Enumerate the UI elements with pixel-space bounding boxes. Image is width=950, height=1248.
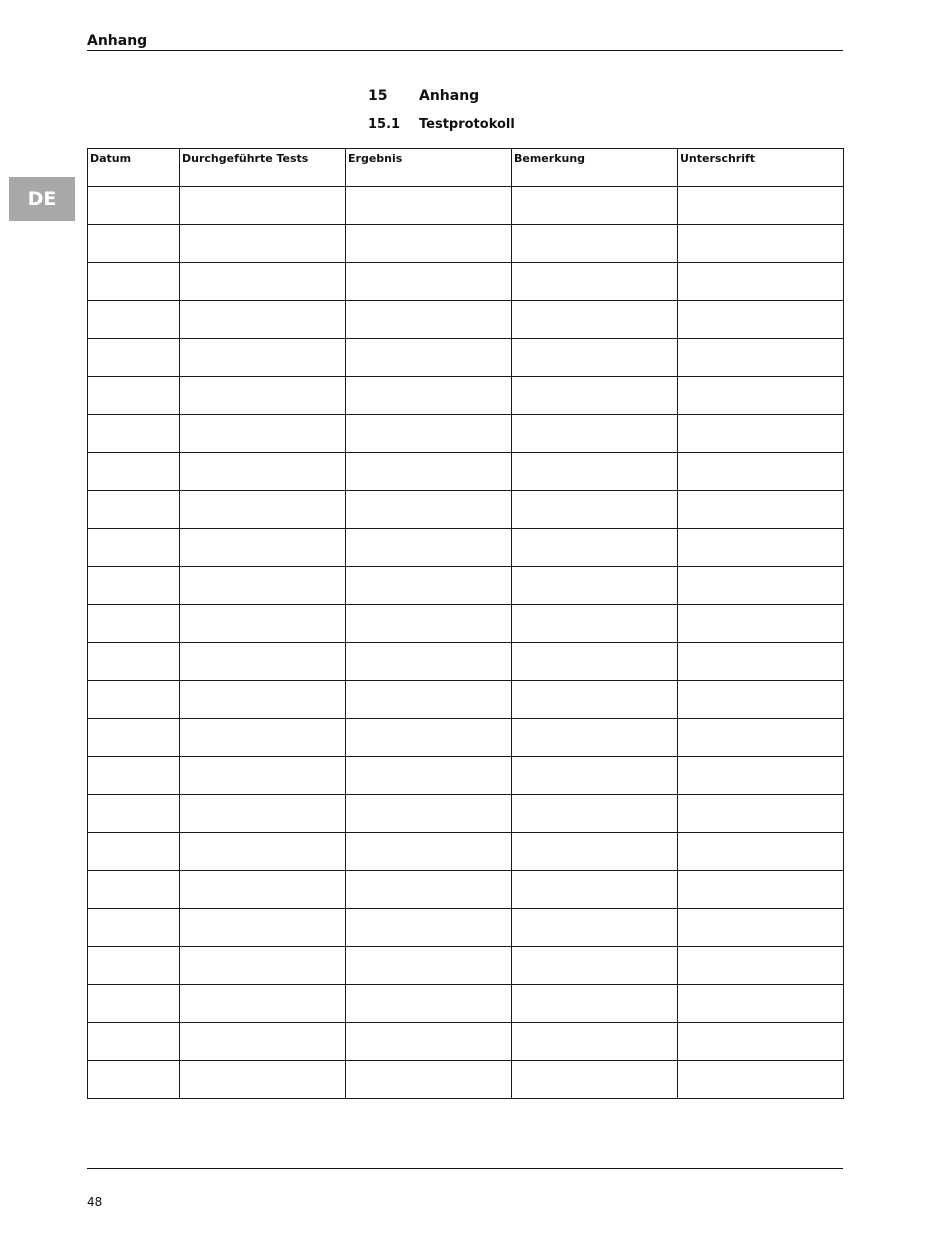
remark-cell[interactable] (512, 719, 678, 757)
remark-cell[interactable] (512, 339, 678, 377)
signature-cell[interactable] (678, 453, 844, 491)
table-row (88, 871, 844, 909)
date-cell[interactable] (88, 187, 180, 225)
signature-cell[interactable] (678, 377, 844, 415)
signature-cell[interactable] (678, 833, 844, 871)
signature-cell[interactable] (678, 719, 844, 757)
table-row (88, 567, 844, 605)
signature-cell[interactable] (678, 491, 844, 529)
remark-cell[interactable] (512, 567, 678, 605)
tests-cell[interactable] (180, 1023, 346, 1061)
table-row (88, 985, 844, 1023)
table-row (88, 491, 844, 529)
table-row (88, 795, 844, 833)
result-cell[interactable] (346, 719, 512, 757)
date-cell[interactable] (88, 719, 180, 757)
tests-cell[interactable] (180, 301, 346, 339)
remark-cell[interactable] (512, 757, 678, 795)
date-cell[interactable] (88, 263, 180, 301)
tests-cell[interactable] (180, 681, 346, 719)
remark-cell[interactable] (512, 681, 678, 719)
tests-cell[interactable] (180, 719, 346, 757)
table-row (88, 453, 844, 491)
date-cell[interactable] (88, 453, 180, 491)
date-cell[interactable] (88, 643, 180, 681)
signature-cell[interactable] (678, 529, 844, 567)
result-cell[interactable] (346, 985, 512, 1023)
table-row (88, 339, 844, 377)
table-row (88, 833, 844, 871)
tests-cell[interactable] (180, 415, 346, 453)
result-cell[interactable] (346, 757, 512, 795)
header-rule (87, 50, 843, 51)
signature-cell[interactable] (678, 643, 844, 681)
signature-cell[interactable] (678, 795, 844, 833)
signature-cell[interactable] (678, 605, 844, 643)
tests-cell[interactable] (180, 871, 346, 909)
remark-cell[interactable] (512, 491, 678, 529)
tests-cell[interactable] (180, 947, 346, 985)
date-cell[interactable] (88, 339, 180, 377)
result-cell[interactable] (346, 377, 512, 415)
table-row (88, 415, 844, 453)
date-cell[interactable] (88, 985, 180, 1023)
result-cell[interactable] (346, 491, 512, 529)
date-cell[interactable] (88, 909, 180, 947)
date-cell[interactable] (88, 1061, 180, 1099)
date-cell[interactable] (88, 757, 180, 795)
signature-cell[interactable] (678, 681, 844, 719)
date-cell[interactable] (88, 301, 180, 339)
column-header-result: Ergebnis (346, 149, 512, 187)
table-row (88, 719, 844, 757)
signature-cell[interactable] (678, 301, 844, 339)
date-cell[interactable] (88, 605, 180, 643)
signature-cell[interactable] (678, 947, 844, 985)
table-row (88, 757, 844, 795)
result-cell[interactable] (346, 643, 512, 681)
chapter-title: Anhang (419, 88, 480, 104)
signature-cell[interactable] (678, 909, 844, 947)
date-cell[interactable] (88, 871, 180, 909)
signature-cell[interactable] (678, 1023, 844, 1061)
tests-cell[interactable] (180, 187, 346, 225)
tests-cell[interactable] (180, 833, 346, 871)
result-cell[interactable] (346, 1023, 512, 1061)
tests-cell[interactable] (180, 263, 346, 301)
tests-cell[interactable] (180, 1061, 346, 1099)
test-protocol-table (87, 148, 844, 1099)
column-header-remark: Bemerkung (512, 149, 678, 187)
remark-cell[interactable] (512, 1023, 678, 1061)
signature-cell[interactable] (678, 871, 844, 909)
date-cell[interactable] (88, 491, 180, 529)
result-cell[interactable] (346, 1061, 512, 1099)
chapter-number: 15 (368, 88, 388, 104)
table-row (88, 225, 844, 263)
column-header-signature: Unterschrift (678, 149, 844, 187)
table-row (88, 681, 844, 719)
date-cell[interactable] (88, 795, 180, 833)
table-row (88, 1061, 844, 1099)
remark-cell[interactable] (512, 985, 678, 1023)
tests-cell[interactable] (180, 377, 346, 415)
signature-cell[interactable] (678, 187, 844, 225)
signature-cell[interactable] (678, 225, 844, 263)
table-row (88, 909, 844, 947)
tests-cell[interactable] (180, 225, 346, 263)
remark-cell[interactable] (512, 263, 678, 301)
table-row (88, 643, 844, 681)
section-title: Testprotokoll (419, 117, 515, 132)
section-number: 15.1 (368, 117, 401, 132)
table-row (88, 263, 844, 301)
tests-cell[interactable] (180, 985, 346, 1023)
result-cell[interactable] (346, 301, 512, 339)
tests-cell[interactable] (180, 567, 346, 605)
remark-cell[interactable] (512, 301, 678, 339)
result-cell[interactable] (346, 453, 512, 491)
result-cell[interactable] (346, 909, 512, 947)
tests-cell[interactable] (180, 909, 346, 947)
result-cell[interactable] (346, 947, 512, 985)
result-cell[interactable] (346, 263, 512, 301)
date-cell[interactable] (88, 681, 180, 719)
remark-cell[interactable] (512, 453, 678, 491)
remark-cell[interactable] (512, 643, 678, 681)
tests-cell[interactable] (180, 339, 346, 377)
result-cell[interactable] (346, 567, 512, 605)
result-cell[interactable] (346, 681, 512, 719)
remark-cell[interactable] (512, 187, 678, 225)
remark-cell[interactable] (512, 871, 678, 909)
running-header: Anhang (87, 33, 148, 49)
result-cell[interactable] (346, 225, 512, 263)
table-header-row (88, 149, 844, 187)
remark-cell[interactable] (512, 795, 678, 833)
table-body (88, 187, 844, 1099)
table-row (88, 1023, 844, 1061)
tests-cell[interactable] (180, 605, 346, 643)
table-row (88, 947, 844, 985)
tests-cell[interactable] (180, 453, 346, 491)
tests-cell[interactable] (180, 795, 346, 833)
signature-cell[interactable] (678, 985, 844, 1023)
remark-cell[interactable] (512, 909, 678, 947)
result-cell[interactable] (346, 187, 512, 225)
table-row (88, 301, 844, 339)
result-cell[interactable] (346, 529, 512, 567)
signature-cell[interactable] (678, 415, 844, 453)
result-cell[interactable] (346, 871, 512, 909)
remark-cell[interactable] (512, 833, 678, 871)
footer-rule (87, 1168, 843, 1169)
date-cell[interactable] (88, 225, 180, 263)
result-cell[interactable] (346, 415, 512, 453)
remark-cell[interactable] (512, 529, 678, 567)
page-number: 48 (87, 1195, 103, 1209)
date-cell[interactable] (88, 415, 180, 453)
remark-cell[interactable] (512, 225, 678, 263)
date-cell[interactable] (88, 567, 180, 605)
tests-cell[interactable] (180, 757, 346, 795)
signature-cell[interactable] (678, 567, 844, 605)
table-row (88, 377, 844, 415)
language-tab: DE (9, 177, 75, 221)
result-cell[interactable] (346, 339, 512, 377)
table-row (88, 605, 844, 643)
tests-cell[interactable] (180, 491, 346, 529)
signature-cell[interactable] (678, 1061, 844, 1099)
date-cell[interactable] (88, 1023, 180, 1061)
tests-cell[interactable] (180, 529, 346, 567)
remark-cell[interactable] (512, 947, 678, 985)
date-cell[interactable] (88, 833, 180, 871)
table-row (88, 529, 844, 567)
remark-cell[interactable] (512, 605, 678, 643)
signature-cell[interactable] (678, 757, 844, 795)
column-header-date: Datum (88, 149, 180, 187)
date-cell[interactable] (88, 947, 180, 985)
signature-cell[interactable] (678, 263, 844, 301)
column-header-tests: Durchgeführte Tests (180, 149, 346, 187)
table-row (88, 187, 844, 225)
date-cell[interactable] (88, 529, 180, 567)
remark-cell[interactable] (512, 377, 678, 415)
remark-cell[interactable] (512, 1061, 678, 1099)
remark-cell[interactable] (512, 415, 678, 453)
result-cell[interactable] (346, 605, 512, 643)
signature-cell[interactable] (678, 339, 844, 377)
tests-cell[interactable] (180, 643, 346, 681)
date-cell[interactable] (88, 377, 180, 415)
result-cell[interactable] (346, 795, 512, 833)
result-cell[interactable] (346, 833, 512, 871)
